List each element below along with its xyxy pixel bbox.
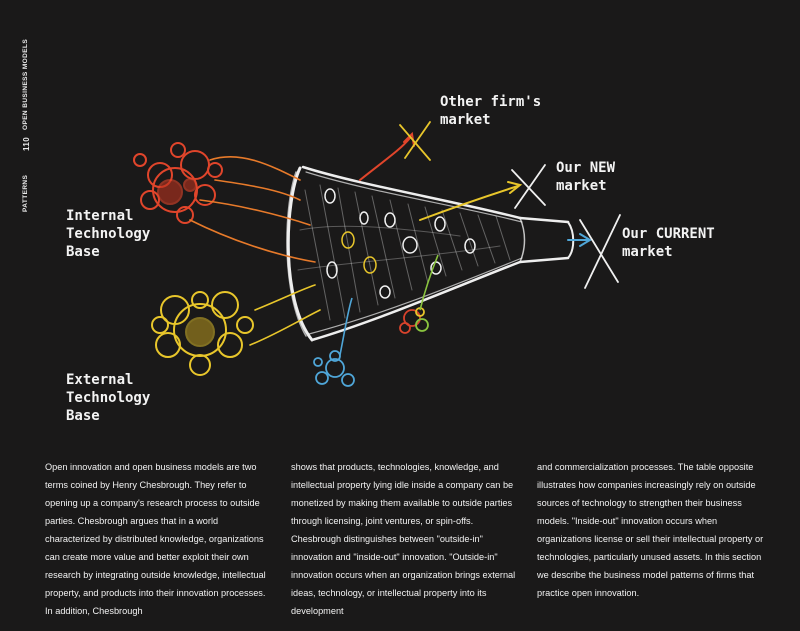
external-technology-blob bbox=[152, 292, 253, 375]
body-column-1: Open innovation and open business models are two terms coined by Henry Chesbrough. They refer to opening up a company's research process to outside parties. Chesbrough argues that in a world characterized by distributed knowledge, organizations can create more value and better exploit their own research by integrating outside knowledge, intellectual property, and products into their innovation processes. In addition, Chesbrough bbox=[45, 462, 266, 616]
label-other-firm-line2: market bbox=[440, 112, 491, 128]
small-red-blob bbox=[400, 308, 428, 333]
running-head-section: PATTERNS bbox=[22, 174, 29, 212]
body-column-3: and commercialization processes. The table opposite illustrates how companies increasingly rely on outside sources of technology to strengthen their business models. "Inside-out" innovation occurs when organizations license or sell their intellectual property or technologies, particularly unused assets. In this section we describe the business model patterns of firms that practice open innovation. bbox=[537, 462, 764, 598]
body-column-2: shows that products, technologies, knowledge, and intellectual property lying idle inside a company can be monetized by making them available to outside parties through licensing, joint ventures, or spin-offs. Chesbrough distinguishes between "outside-in" innovation and "inside-out" innovation. "Outside-in" innovation occurs when an organization brings external ideas, technology, or intellectual property into its development bbox=[291, 462, 516, 616]
label-new-market-line1: Our NEW bbox=[556, 160, 616, 176]
label-internal-line3: Base bbox=[66, 244, 100, 260]
running-head-book-title: OPEN BUSINESS MODELS bbox=[22, 38, 29, 130]
label-external-line1: External bbox=[66, 372, 134, 388]
label-current-market-line1: Our CURRENT bbox=[622, 226, 715, 242]
label-external-line2: Technology bbox=[66, 390, 151, 406]
label-internal-line1: Internal bbox=[66, 208, 134, 224]
internal-technology-blob bbox=[134, 143, 222, 223]
page-number: 110 bbox=[22, 136, 31, 151]
label-external-line3: Base bbox=[66, 408, 100, 424]
label-other-firm-line1: Other firm's bbox=[440, 94, 542, 110]
label-internal-line2: Technology bbox=[66, 226, 151, 242]
label-new-market-line2: market bbox=[556, 178, 607, 194]
small-blue-blob bbox=[314, 351, 354, 386]
label-current-market-line2: market bbox=[622, 244, 673, 260]
funnel-drawing bbox=[287, 167, 573, 340]
body-text bbox=[45, 458, 765, 620]
